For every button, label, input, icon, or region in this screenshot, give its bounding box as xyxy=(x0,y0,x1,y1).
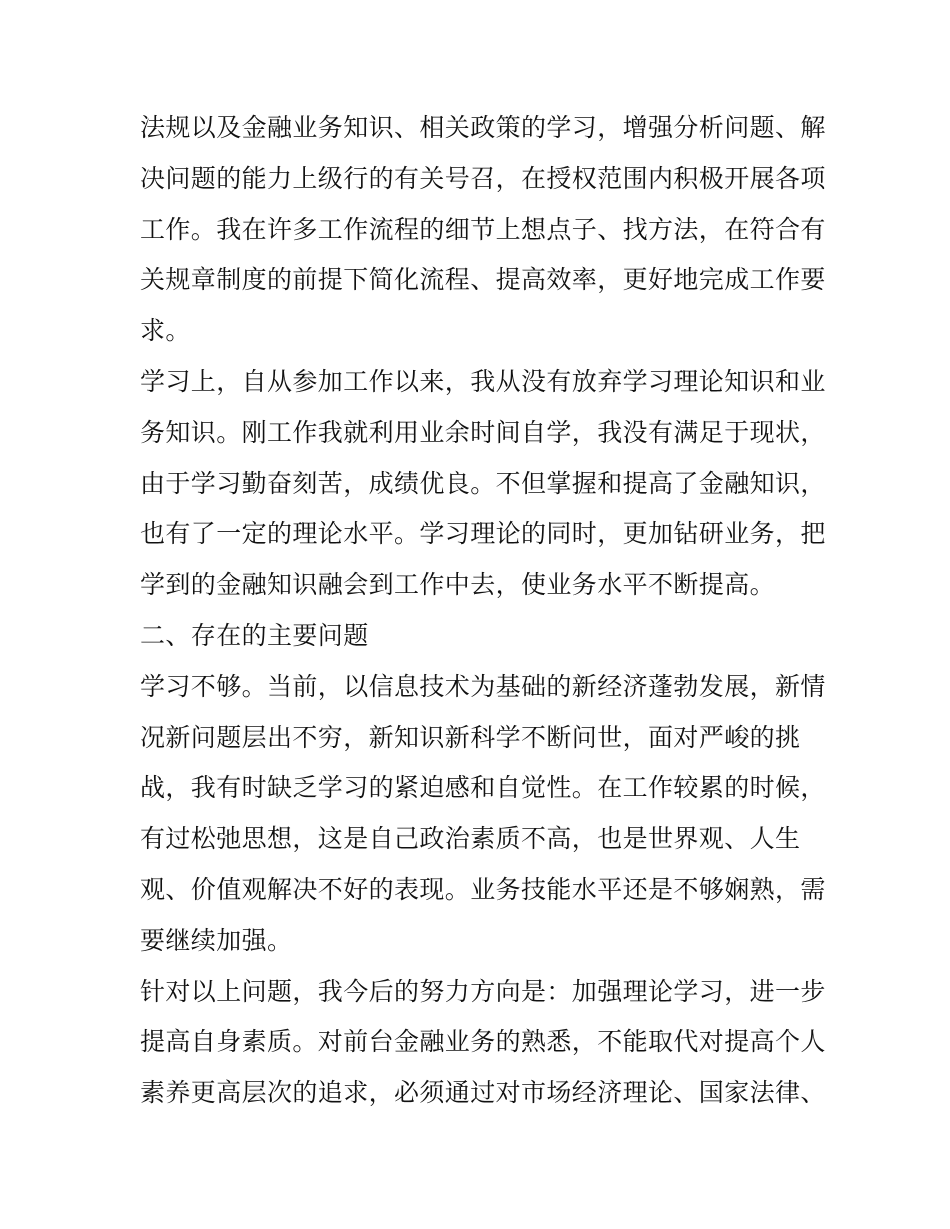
text-line: 学习不够。当前，以信息技术为基础的新经济蓬勃发展，新情 xyxy=(140,671,826,701)
paragraph-problems xyxy=(140,662,826,967)
section-heading-text: 二、存在的主要问题 xyxy=(140,620,369,650)
text-line: 况新问题层出不穷，新知识新科学不断问世，面对严峻的挑 xyxy=(140,722,801,752)
text-line: 学到的金融知识融会到工作中去，使业务水平不断提高。 xyxy=(140,570,776,600)
text-line: 法规以及金融业务知识、相关政策的学习，增强分析问题、解 xyxy=(140,113,826,142)
text-line: 针对以上问题，我今后的努力方向是：加强理论学习，进一步 xyxy=(140,976,826,1006)
document-body xyxy=(140,103,826,1119)
section-heading-problems xyxy=(140,611,820,662)
text-line: 有过松弛思想，这是自己政治素质不高，也是世界观、人生 xyxy=(140,824,801,854)
text-line: 提高自身素质。对前台金融业务的熟悉，不能取代对提高个人 xyxy=(140,1027,826,1057)
text-line: 求。 xyxy=(140,316,191,346)
text-line: 要继续加强。 xyxy=(140,925,293,955)
paragraph-work-approach xyxy=(140,103,826,357)
paragraph-improvement xyxy=(140,967,826,1119)
text-line: 学习上，自从参加工作以来，我从没有放弃学习理论知识和业 xyxy=(140,366,826,396)
text-line: 关规章制度的前提下简化流程、提高效率，更好地完成工作要 xyxy=(140,265,826,295)
text-line: 战，我有时缺乏学习的紧迫感和自觉性。在工作较累的时候， xyxy=(140,773,826,803)
text-line: 由于学习勤奋刻苦，成绩优良。不但掌握和提高了金融知识， xyxy=(140,468,826,498)
text-line: 务知识。刚工作我就利用业余时间自学，我没有满足于现状， xyxy=(140,417,826,447)
paragraph-study xyxy=(140,357,826,611)
text-line: 决问题的能力上级行的有关号召，在授权范围内积极开展各项 xyxy=(140,163,826,193)
text-line: 也有了一定的理论水平。学习理论的同时，更加钻研业务，把 xyxy=(140,519,826,549)
text-line: 观、价值观解决不好的表现。业务技能水平还是不够娴熟，需 xyxy=(140,874,826,904)
text-line: 素养更高层次的追求，必须通过对市场经济理论、国家法律、 xyxy=(140,1078,826,1108)
text-line: 工作。我在许多工作流程的细节上想点子、找方法，在符合有 xyxy=(140,214,826,244)
